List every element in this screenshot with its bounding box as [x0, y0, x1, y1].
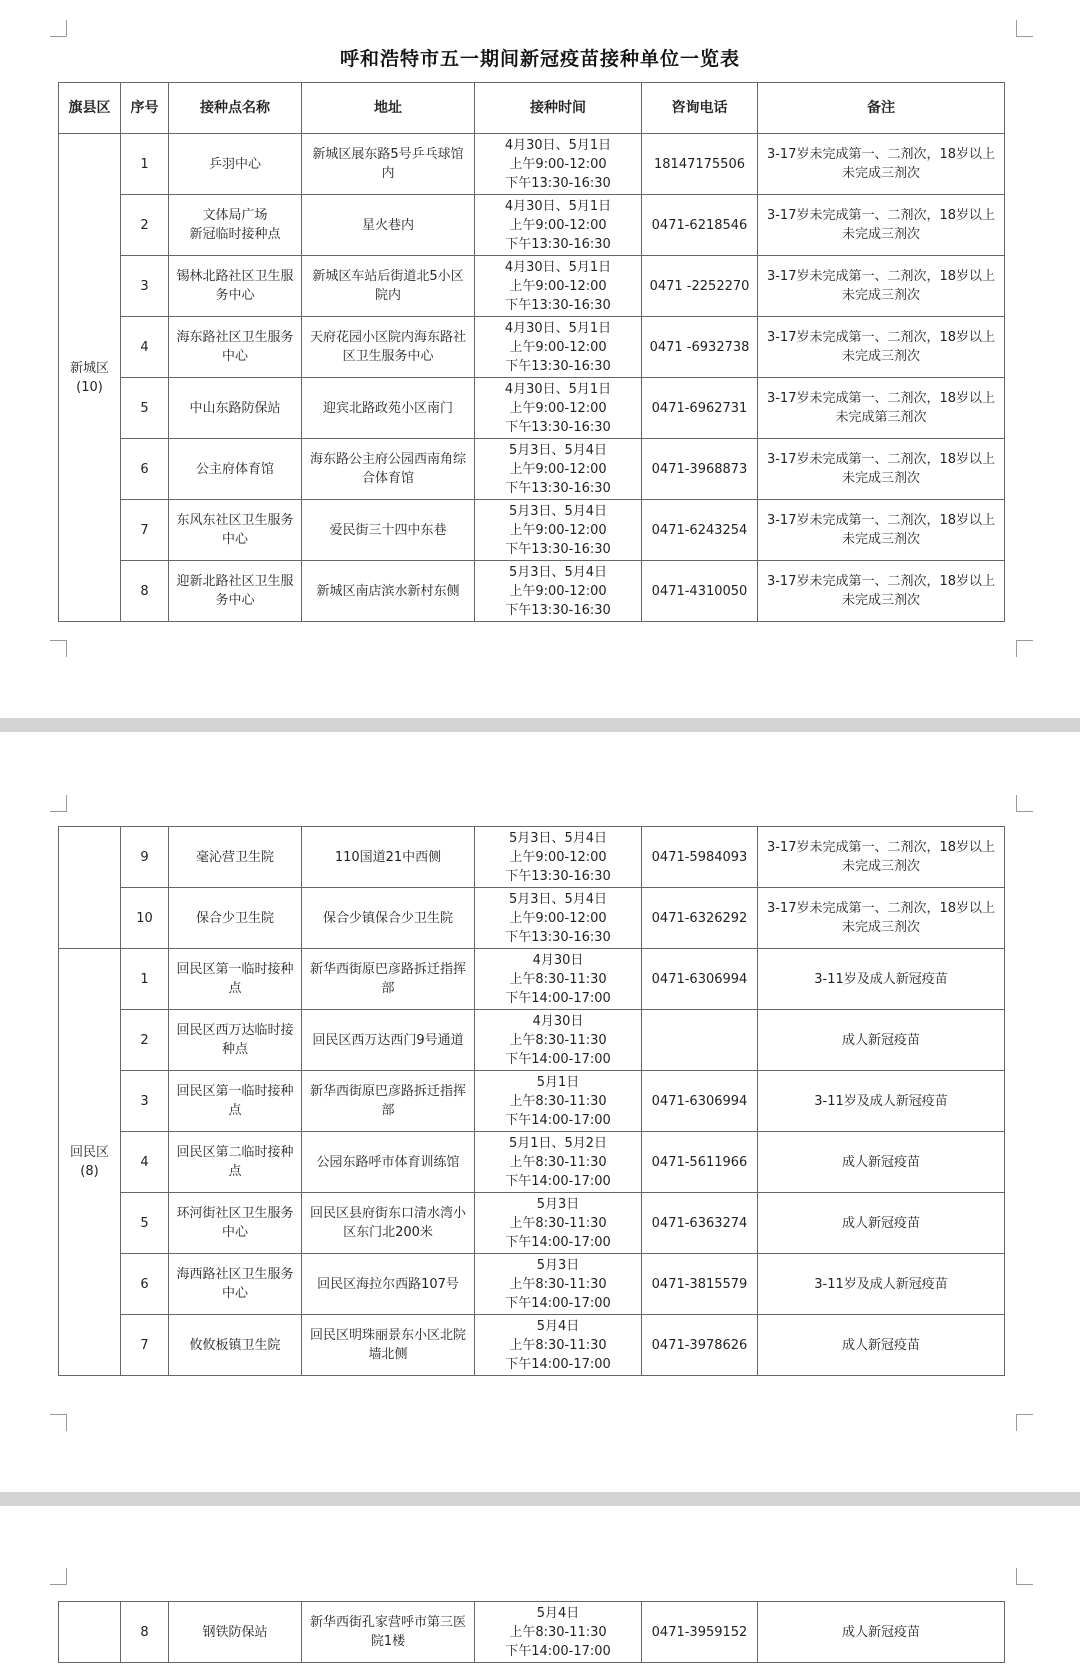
row-number: 4 [121, 317, 169, 378]
contact-phone: 0471-6363274 [642, 1193, 758, 1254]
table-row [59, 134, 1005, 195]
site-address: 回民区明珠丽景东小区北院墙北侧 [302, 1315, 475, 1376]
row-number: 1 [121, 949, 169, 1010]
site-address: 新城区南店滨水新村东侧 [302, 561, 475, 622]
site-name: 回民区第一临时接种点 [169, 1071, 302, 1132]
page-gap-1 [0, 718, 1080, 732]
vaccination-time: 5月3日、5月4日 上午9:00-12:00 下午13:30-16:30 [475, 439, 642, 500]
vaccination-time: 4月30日、5月1日 上午9:00-12:00 下午13:30-16:30 [475, 195, 642, 256]
table-row [59, 827, 1005, 888]
note: 成人新冠疫苗 [758, 1193, 1005, 1254]
table-row [59, 256, 1005, 317]
row-number: 1 [121, 134, 169, 195]
vaccination-time: 4月30日、5月1日 上午9:00-12:00 下午13:30-16:30 [475, 317, 642, 378]
table-body [59, 134, 1005, 622]
crop-mark [1016, 20, 1033, 37]
vaccination-time: 5月3日、5月4日 上午9:00-12:00 下午13:30-16:30 [475, 827, 642, 888]
header-note: 备注 [758, 83, 1005, 134]
site-address: 迎宾北路政苑小区南门 [302, 378, 475, 439]
vaccination-time: 5月3日 上午8:30-11:30 下午14:00-17:00 [475, 1254, 642, 1315]
row-number: 6 [121, 439, 169, 500]
contact-phone: 0471-6306994 [642, 1071, 758, 1132]
contact-phone [642, 1010, 758, 1071]
contact-phone: 0471-4310050 [642, 561, 758, 622]
contact-phone: 0471 -2252270 [642, 256, 758, 317]
site-name: 攸攸板镇卫生院 [169, 1315, 302, 1376]
vaccination-time: 5月1日 上午8:30-11:30 下午14:00-17:00 [475, 1071, 642, 1132]
site-address: 回民区海拉尔西路107号 [302, 1254, 475, 1315]
row-number: 2 [121, 195, 169, 256]
site-name: 中山东路防保站 [169, 378, 302, 439]
table-row [59, 378, 1005, 439]
contact-phone: 0471-6218546 [642, 195, 758, 256]
contact-phone: 18147175506 [642, 134, 758, 195]
vaccination-time: 5月3日、5月4日 上午9:00-12:00 下午13:30-16:30 [475, 888, 642, 949]
site-address: 新华西街原巴彦路拆迁指挥部 [302, 1071, 475, 1132]
note: 3-17岁未完成第一、二剂次，18岁以上未完成三剂次 [758, 317, 1005, 378]
vaccination-time: 4月30日、5月1日 上午9:00-12:00 下午13:30-16:30 [475, 378, 642, 439]
row-number: 2 [121, 1010, 169, 1071]
table-row [59, 1315, 1005, 1376]
contact-phone: 0471-3959152 [642, 1602, 758, 1663]
site-name: 钢铁防保站 [169, 1602, 302, 1663]
note: 成人新冠疫苗 [758, 1602, 1005, 1663]
site-address: 新城区展东路5号乒乓球馆内 [302, 134, 475, 195]
site-name: 保合少卫生院 [169, 888, 302, 949]
site-address: 海东路公主府公园西南角综合体育馆 [302, 439, 475, 500]
table-row [59, 1132, 1005, 1193]
note: 成人新冠疫苗 [758, 1132, 1005, 1193]
site-name: 回民区第一临时接种点 [169, 949, 302, 1010]
header-site-name: 接种点名称 [169, 83, 302, 134]
contact-phone: 0471-3968873 [642, 439, 758, 500]
contact-phone: 0471 -6932738 [642, 317, 758, 378]
table-row [59, 500, 1005, 561]
contact-phone: 0471-3978626 [642, 1315, 758, 1376]
site-name: 环河街社区卫生服务中心 [169, 1193, 302, 1254]
vaccination-time: 5月3日、5月4日 上午9:00-12:00 下午13:30-16:30 [475, 561, 642, 622]
site-name: 毫沁营卫生院 [169, 827, 302, 888]
row-number: 5 [121, 1193, 169, 1254]
row-number: 6 [121, 1254, 169, 1315]
crop-mark [1016, 795, 1033, 812]
site-address: 110国道21中西侧 [302, 827, 475, 888]
page-title: 呼和浩特市五一期间新冠疫苗接种单位一览表 [339, 48, 740, 70]
note: 3-11岁及成人新冠疫苗 [758, 1254, 1005, 1315]
site-address: 新华西街孔家营呼市第三医院1楼 [302, 1602, 475, 1663]
vaccination-table-page-3 [58, 1601, 1005, 1663]
site-address: 星火巷内 [302, 195, 475, 256]
row-number: 8 [121, 561, 169, 622]
site-name: 海东路社区卫生服务中心 [169, 317, 302, 378]
site-name: 东风东社区卫生服务中心 [169, 500, 302, 561]
table-row [59, 561, 1005, 622]
table-row [59, 195, 1005, 256]
contact-phone: 0471-5611966 [642, 1132, 758, 1193]
vaccination-time: 4月30日、5月1日 上午9:00-12:00 下午13:30-16:30 [475, 256, 642, 317]
header-district: 旗县区 [59, 83, 121, 134]
site-name: 迎新北路社区卫生服务中心 [169, 561, 302, 622]
site-address: 新华西街原巴彦路拆迁指挥部 [302, 949, 475, 1010]
table-body [59, 827, 1005, 949]
crop-mark [50, 20, 67, 37]
crop-mark [1016, 1414, 1033, 1431]
vaccination-time: 4月30日、5月1日 上午9:00-12:00 下午13:30-16:30 [475, 134, 642, 195]
table-body [59, 1602, 1005, 1663]
note: 3-17岁未完成第一、二剂次，18岁以上未完成三剂次 [758, 500, 1005, 561]
crop-mark [50, 795, 67, 812]
crop-mark [50, 640, 67, 657]
row-number: 8 [121, 1602, 169, 1663]
table-row [59, 1010, 1005, 1071]
note: 成人新冠疫苗 [758, 1315, 1005, 1376]
header-number: 序号 [121, 83, 169, 134]
site-address: 保合少镇保合少卫生院 [302, 888, 475, 949]
site-name: 海西路社区卫生服务中心 [169, 1254, 302, 1315]
note: 3-11岁及成人新冠疫苗 [758, 1071, 1005, 1132]
district-cell [59, 827, 121, 949]
table-body [59, 949, 1005, 1376]
vaccination-time: 5月4日 上午8:30-11:30 下午14:00-17:00 [475, 1315, 642, 1376]
crop-mark [1016, 1568, 1033, 1585]
note: 3-11岁及成人新冠疫苗 [758, 949, 1005, 1010]
row-number: 10 [121, 888, 169, 949]
note: 3-17岁未完成第一、二剂次，18岁以上未完成三剂次 [758, 134, 1005, 195]
site-name: 文体局广场 新冠临时接种点 [169, 195, 302, 256]
row-number: 3 [121, 1071, 169, 1132]
table-row [59, 1071, 1005, 1132]
row-number: 7 [121, 1315, 169, 1376]
contact-phone: 0471-6306994 [642, 949, 758, 1010]
vaccination-time: 5月3日、5月4日 上午9:00-12:00 下午13:30-16:30 [475, 500, 642, 561]
table-row [59, 1254, 1005, 1315]
table-row [59, 888, 1005, 949]
table-row [59, 317, 1005, 378]
row-number: 4 [121, 1132, 169, 1193]
crop-mark [50, 1568, 67, 1585]
header-phone: 咨询电话 [642, 83, 758, 134]
vaccination-time: 5月1日、5月2日 上午8:30-11:30 下午14:00-17:00 [475, 1132, 642, 1193]
site-name: 回民区西万达临时接种点 [169, 1010, 302, 1071]
vaccination-table-page-1 [58, 82, 1005, 622]
site-address: 新城区车站后街道北5小区院内 [302, 256, 475, 317]
contact-phone: 0471-3815579 [642, 1254, 758, 1315]
district-cell: 回民区 (8) [59, 949, 121, 1376]
table-row [59, 1193, 1005, 1254]
vaccination-table-page-2 [58, 826, 1005, 1376]
crop-mark [50, 1414, 67, 1431]
site-address: 爱民街三十四中东巷 [302, 500, 475, 561]
vaccination-time: 5月3日 上午8:30-11:30 下午14:00-17:00 [475, 1193, 642, 1254]
row-number: 9 [121, 827, 169, 888]
note: 3-17岁未完成第一、二剂次，18岁以上未完成三剂次 [758, 195, 1005, 256]
note: 3-17岁未完成第一、二剂次，18岁以上未完成三剂次 [758, 439, 1005, 500]
row-number: 5 [121, 378, 169, 439]
crop-mark [1016, 640, 1033, 657]
table-row [59, 439, 1005, 500]
row-number: 7 [121, 500, 169, 561]
site-name: 锡林北路社区卫生服务中心 [169, 256, 302, 317]
note: 3-17岁未完成第一、二剂次，18岁以上未完成三剂次 [758, 561, 1005, 622]
contact-phone: 0471-5984093 [642, 827, 758, 888]
table-header-row [59, 83, 1005, 134]
header-time: 接种时间 [475, 83, 642, 134]
note: 3-17岁未完成第一、二剂次，18岁以上未完成第三剂次 [758, 378, 1005, 439]
site-name: 公主府体育馆 [169, 439, 302, 500]
contact-phone: 0471-6962731 [642, 378, 758, 439]
site-address: 天府花园小区院内海东路社区卫生服务中心 [302, 317, 475, 378]
note: 成人新冠疫苗 [758, 1010, 1005, 1071]
contact-phone: 0471-6243254 [642, 500, 758, 561]
district-cell [59, 1602, 121, 1663]
site-name: 回民区第二临时接种点 [169, 1132, 302, 1193]
table-row [59, 1602, 1005, 1663]
site-address: 回民区县府街东口清水湾小区东门北200米 [302, 1193, 475, 1254]
vaccination-time: 5月4日 上午8:30-11:30 下午14:00-17:00 [475, 1602, 642, 1663]
note: 3-17岁未完成第一、二剂次，18岁以上未完成三剂次 [758, 256, 1005, 317]
note: 3-17岁未完成第一、二剂次，18岁以上未完成三剂次 [758, 827, 1005, 888]
row-number: 3 [121, 256, 169, 317]
contact-phone: 0471-6326292 [642, 888, 758, 949]
header-address: 地址 [302, 83, 475, 134]
note: 3-17岁未完成第一、二剂次，18岁以上未完成三剂次 [758, 888, 1005, 949]
site-name: 乒羽中心 [169, 134, 302, 195]
page-gap-2 [0, 1492, 1080, 1506]
table-row [59, 949, 1005, 1010]
site-address: 公园东路呼市体育训练馆 [302, 1132, 475, 1193]
vaccination-time: 4月30日 上午8:30-11:30 下午14:00-17:00 [475, 1010, 642, 1071]
district-cell: 新城区 (10) [59, 134, 121, 622]
vaccination-time: 4月30日 上午8:30-11:30 下午14:00-17:00 [475, 949, 642, 1010]
site-address: 回民区西万达西门9号通道 [302, 1010, 475, 1071]
